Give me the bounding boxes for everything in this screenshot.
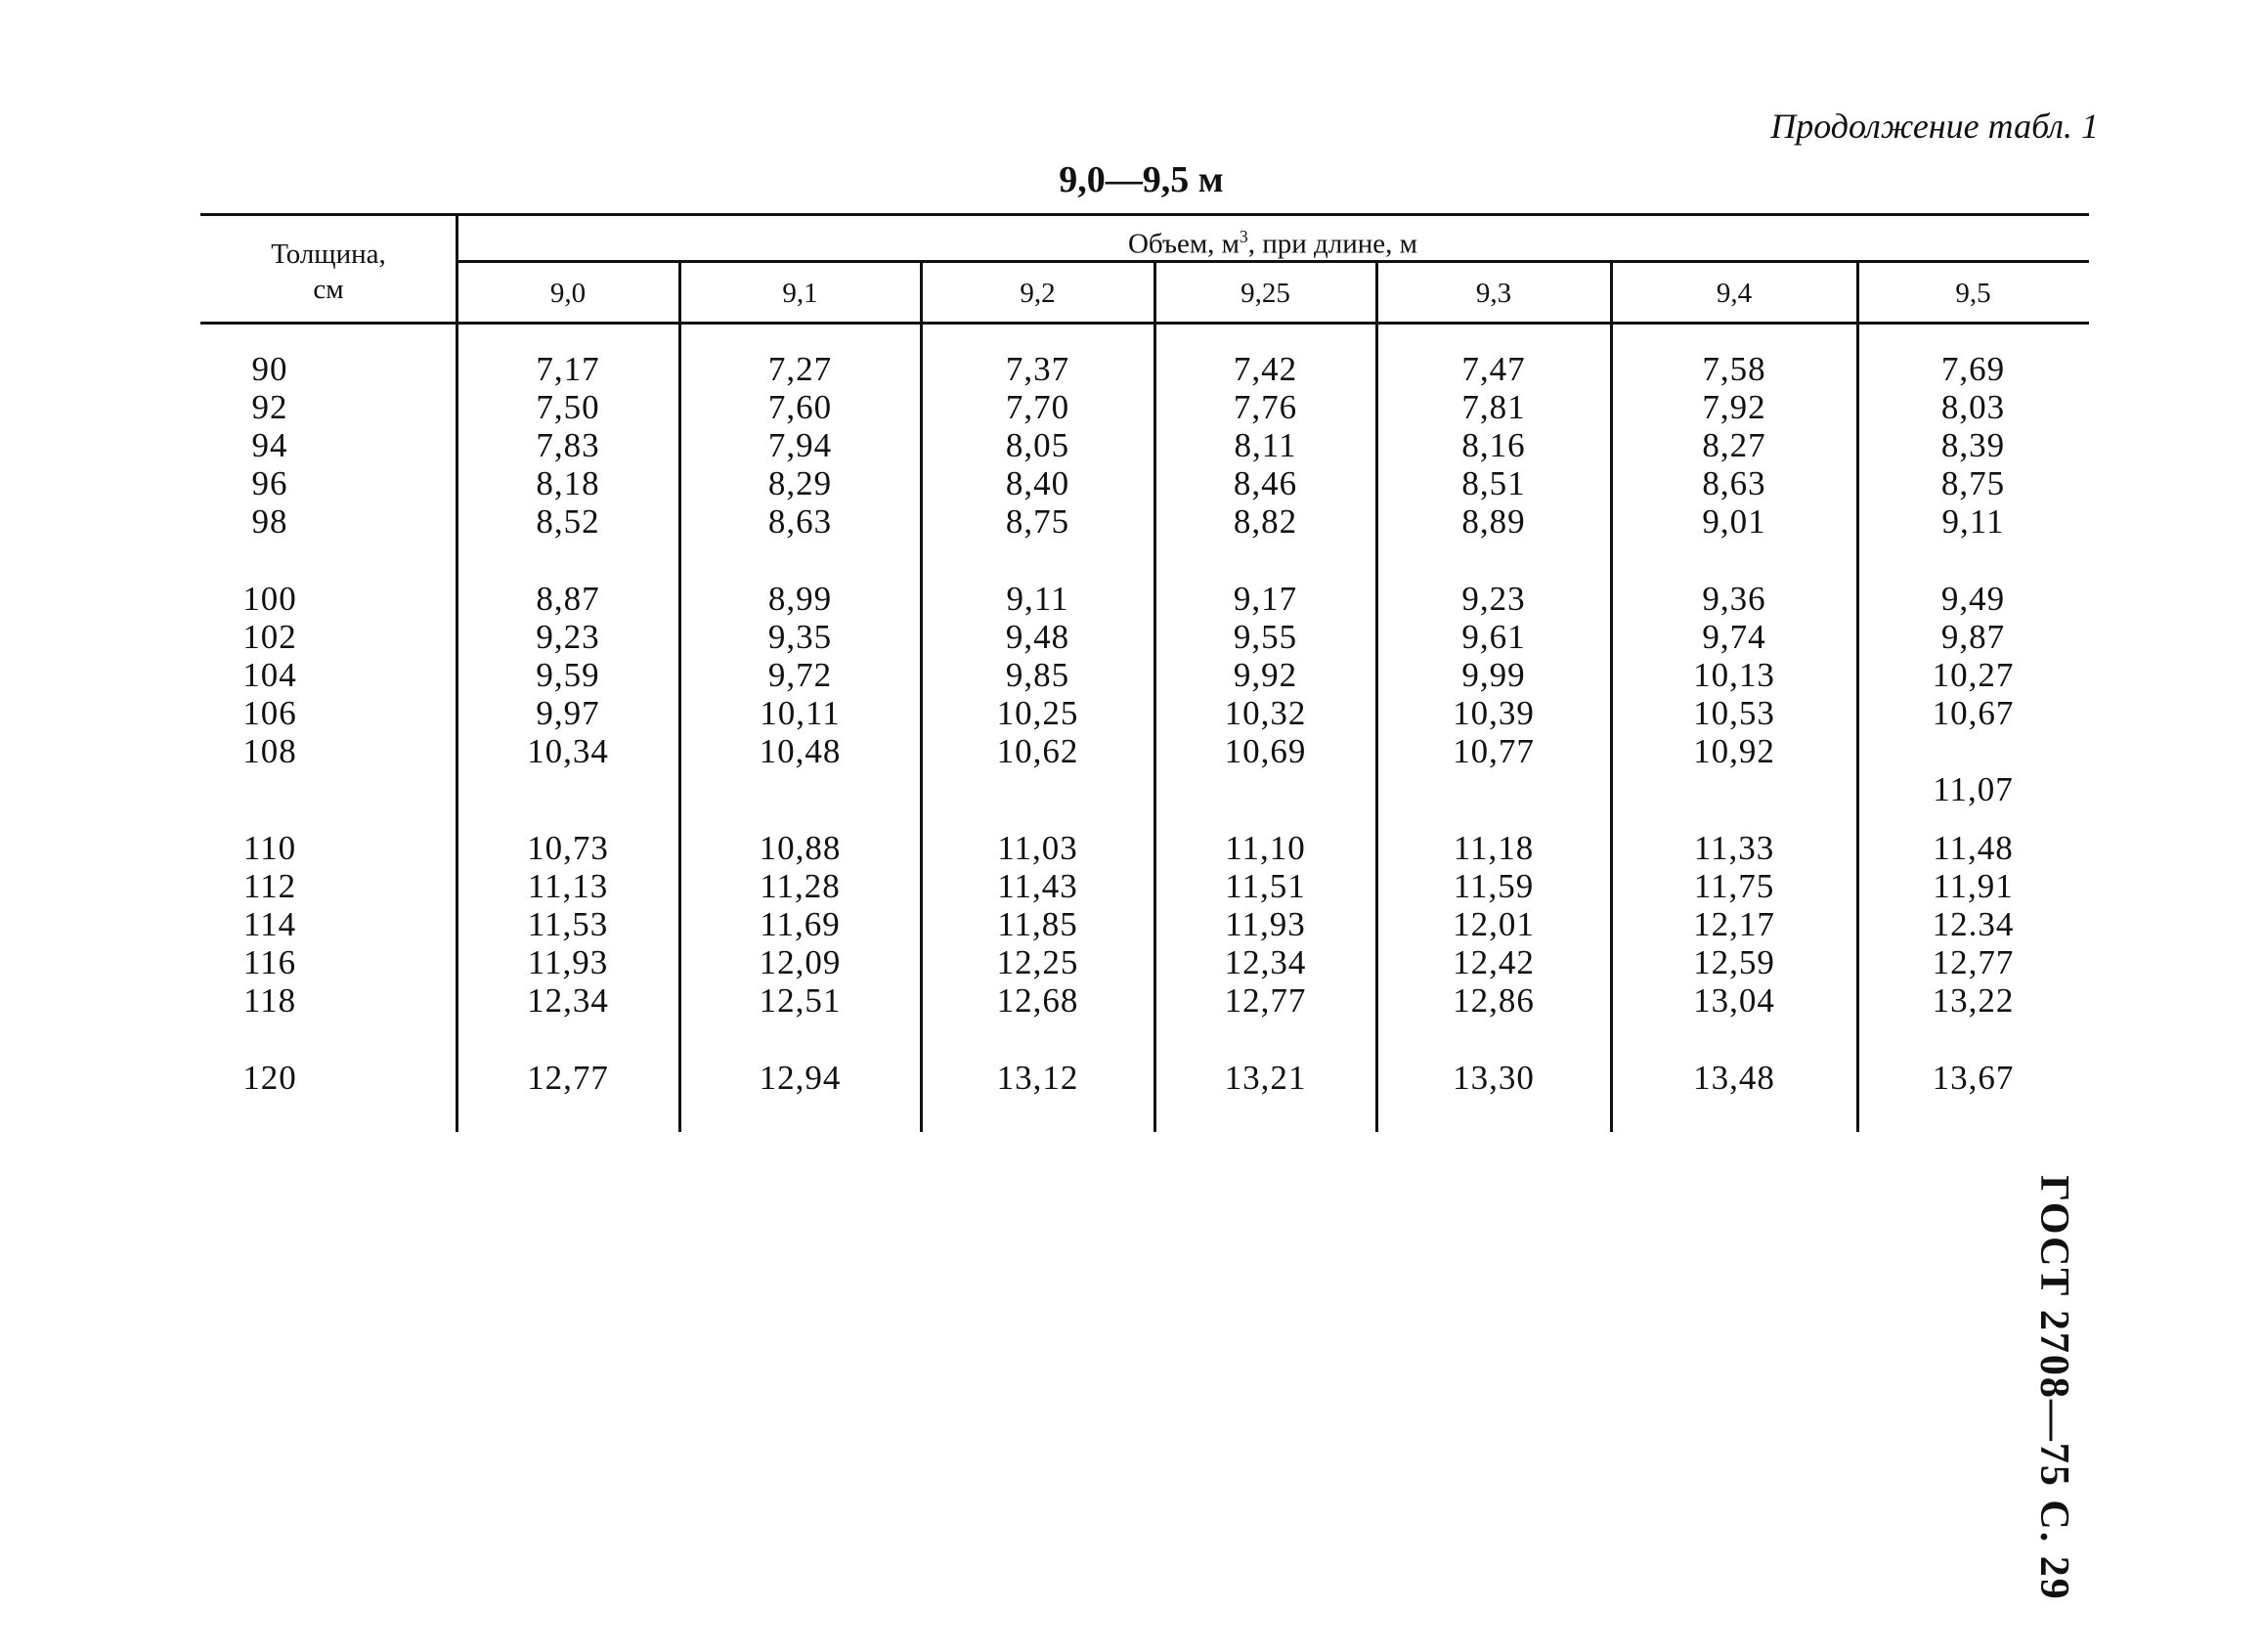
volume-value: 10,62	[996, 732, 1079, 770]
volume-value: 11,91	[1933, 867, 2014, 905]
volume-value: 9,61	[1461, 618, 1526, 656]
volume-value: 13,48	[1693, 1059, 1775, 1097]
volume-value: 11,85	[997, 905, 1078, 943]
volume-header	[457, 219, 2089, 262]
volume-value: 9,55	[1233, 618, 1298, 656]
volume-value: 9,59	[536, 656, 600, 694]
volume-value: 11,03	[997, 829, 1078, 867]
volume-value: 7,69	[1940, 350, 2006, 388]
thickness-value: 94	[251, 426, 288, 464]
volume-value: 7,92	[1702, 388, 1766, 426]
volume-value: 8,39	[1940, 426, 2006, 464]
volume-value: 8,82	[1233, 502, 1298, 541]
volume-value: 11,59	[1453, 867, 1535, 905]
volume-value: 9,74	[1702, 618, 1766, 656]
volume-value: 12,25	[996, 943, 1079, 981]
volume-value: 10,88	[759, 829, 842, 867]
length-column-header: 9,25	[1240, 278, 1290, 309]
volume-value: 10,25	[996, 694, 1079, 732]
volume-value: 9,11	[1006, 580, 1069, 618]
volume-value: 8,46	[1233, 464, 1298, 502]
thickness-value: 98	[251, 502, 288, 541]
volume-value: 10,39	[1453, 694, 1535, 732]
volume-value: 13,22	[1932, 981, 2015, 1020]
volume-value: 12,77	[527, 1059, 609, 1097]
volume-value: 8,16	[1461, 426, 1526, 464]
volume-value: 10,53	[1693, 694, 1775, 732]
volume-value: 12,17	[1693, 905, 1775, 943]
table-continuation-label: Продолжение табл. 1	[1770, 107, 2099, 146]
thickness-value: 102	[242, 618, 297, 656]
volume-value: 7,58	[1702, 350, 1766, 388]
volume-value: 12,34	[527, 981, 609, 1020]
volume-value: 8,63	[767, 502, 833, 541]
volume-header-superscript: 3	[1240, 227, 1248, 246]
volume-value: 12.34	[1932, 905, 2015, 943]
thickness-value: 118	[242, 981, 297, 1020]
volume-value: 12,86	[1453, 981, 1535, 1020]
volume-value: 7,94	[767, 426, 833, 464]
volume-value: 8,27	[1702, 426, 1766, 464]
volume-value: 9,48	[1005, 618, 1070, 656]
volume-value: 11,43	[997, 867, 1078, 905]
document-code: ГОСТ 2708—75 С. 29	[2031, 1175, 2076, 1601]
thickness-value: 110	[242, 829, 297, 867]
volume-value: 11,18	[1453, 829, 1535, 867]
thickness-value: 90	[251, 350, 288, 388]
volume-value: 13,21	[1224, 1059, 1307, 1097]
volume-value: 9,97	[536, 694, 600, 732]
volume-value: 10,67	[1932, 694, 2015, 732]
volume-value: 9,92	[1233, 656, 1298, 694]
thickness-value: 106	[242, 694, 297, 732]
thickness-value: 120	[242, 1059, 297, 1097]
volume-value: 13,12	[996, 1059, 1079, 1097]
length-column-header: 9,5	[1955, 278, 1991, 309]
volume-value: 10,48	[759, 732, 842, 770]
volume-value: 8,18	[536, 464, 600, 502]
thickness-value: 116	[242, 943, 297, 981]
volume-value: 10,11	[760, 694, 841, 732]
thickness-value: 96	[251, 464, 288, 502]
volume-value: 11,33	[1693, 829, 1775, 867]
volume-value: 12,34	[1224, 943, 1307, 981]
volume-value: 12,09	[759, 943, 842, 981]
volume-value: 11,69	[760, 905, 841, 943]
thickness-value: 100	[242, 580, 297, 618]
volume-value: 7,42	[1233, 350, 1298, 388]
thickness-value: 112	[242, 867, 297, 905]
volume-value: 12,77	[1932, 943, 2015, 981]
volume-value: 13,67	[1932, 1059, 2015, 1097]
volume-value: 8,99	[767, 580, 833, 618]
volume-value: 11,28	[760, 867, 841, 905]
length-column-header: 9,0	[549, 278, 587, 309]
volume-value: 7,17	[536, 350, 600, 388]
volume-value: 11,53	[527, 905, 609, 943]
volume-value: 8,75	[1940, 464, 2006, 502]
length-column-header: 9,2	[1020, 278, 1056, 309]
volume-value: 11,13	[527, 867, 609, 905]
volume-value: 11,48	[1933, 829, 2014, 867]
volume-value: 11,75	[1693, 867, 1775, 905]
volume-value: 9,36	[1702, 580, 1766, 618]
volume-value: 12,01	[1453, 905, 1535, 943]
volume-value: 7,70	[1005, 388, 1070, 426]
volume-value: 8,87	[536, 580, 600, 618]
volume-value: 7,83	[536, 426, 600, 464]
volume-value: 8,63	[1702, 464, 1766, 502]
volume-value: 10,13	[1693, 656, 1775, 694]
volume-value: 8,03	[1940, 388, 2006, 426]
volume-value: 8,89	[1461, 502, 1526, 541]
volume-header-text: Объем, м	[1127, 228, 1240, 260]
volume-value: 12,59	[1693, 943, 1775, 981]
volume-value: 10,92	[1693, 732, 1775, 770]
volume-value: 12,42	[1453, 943, 1535, 981]
volume-value: 7,60	[767, 388, 833, 426]
volume-value: 10,73	[527, 829, 609, 867]
volume-value: 9,35	[767, 618, 833, 656]
volume-value: 9,23	[536, 618, 600, 656]
volume-value: 9,99	[1461, 656, 1526, 694]
volume-value: 12,68	[996, 981, 1079, 1020]
volume-value: 10,32	[1224, 694, 1307, 732]
volume-value: 7,76	[1233, 388, 1298, 426]
volume-value: 11,93	[527, 943, 609, 981]
length-column-header: 9,3	[1475, 278, 1512, 309]
length-column-header: 9,1	[782, 278, 818, 309]
top-rule	[200, 213, 2089, 216]
volume-value: 7,47	[1461, 350, 1526, 388]
volume-value: 9,23	[1461, 580, 1526, 618]
volume-value: 13,30	[1453, 1059, 1535, 1097]
volume-value: 7,81	[1461, 388, 1526, 426]
volume-value: 8,29	[767, 464, 833, 502]
volume-value: 9,49	[1940, 580, 2006, 618]
volume-value: 9,11	[1941, 502, 2005, 541]
volume-value: 8,11	[1234, 426, 1297, 464]
volume-value: 11,93	[1225, 905, 1306, 943]
volume-value: 10,34	[527, 732, 609, 770]
volume-value: 11,51	[1225, 867, 1306, 905]
thickness-value: 108	[242, 732, 297, 770]
volume-value: 9,72	[767, 656, 833, 694]
thickness-header	[200, 237, 457, 307]
volume-value: 9,01	[1702, 502, 1766, 541]
thickness-value: 104	[242, 656, 297, 694]
volume-value: 12,77	[1224, 981, 1307, 1020]
volume-value: 12,51	[759, 981, 842, 1020]
volume-value: 8,52	[536, 502, 600, 541]
volume-value: 10,69	[1224, 732, 1307, 770]
volume-value: 9,85	[1005, 656, 1070, 694]
volume-value: 9,87	[1940, 618, 2006, 656]
table-title: 9,0—9,5 м	[1059, 159, 1224, 200]
volume-value: 9,17	[1233, 580, 1298, 618]
volume-value: 8,75	[1005, 502, 1070, 541]
volume-value: 12,94	[759, 1059, 842, 1097]
volume-value: 11,07	[1933, 770, 2014, 808]
volume-value: 7,37	[1005, 350, 1070, 388]
volume-value: 10,27	[1932, 656, 2015, 694]
thickness-header-line1: Толщина,	[271, 239, 386, 270]
header-bottom-rule	[200, 322, 2089, 325]
volume-value: 10,77	[1453, 732, 1535, 770]
volume-value: 11,10	[1225, 829, 1306, 867]
thickness-value: 114	[242, 905, 297, 943]
volume-value: 8,51	[1461, 464, 1526, 502]
volume-value: 13,04	[1693, 981, 1775, 1020]
thickness-value: 92	[251, 388, 288, 426]
length-column-header: 9,4	[1716, 278, 1753, 309]
volume-value: 8,40	[1005, 464, 1070, 502]
volume-value: 7,50	[536, 388, 600, 426]
volume-value: 8,05	[1005, 426, 1070, 464]
volume-header-suffix: , при длине, м	[1247, 228, 1418, 260]
volume-value: 7,27	[767, 350, 833, 388]
thickness-header-line2: см	[313, 274, 344, 305]
